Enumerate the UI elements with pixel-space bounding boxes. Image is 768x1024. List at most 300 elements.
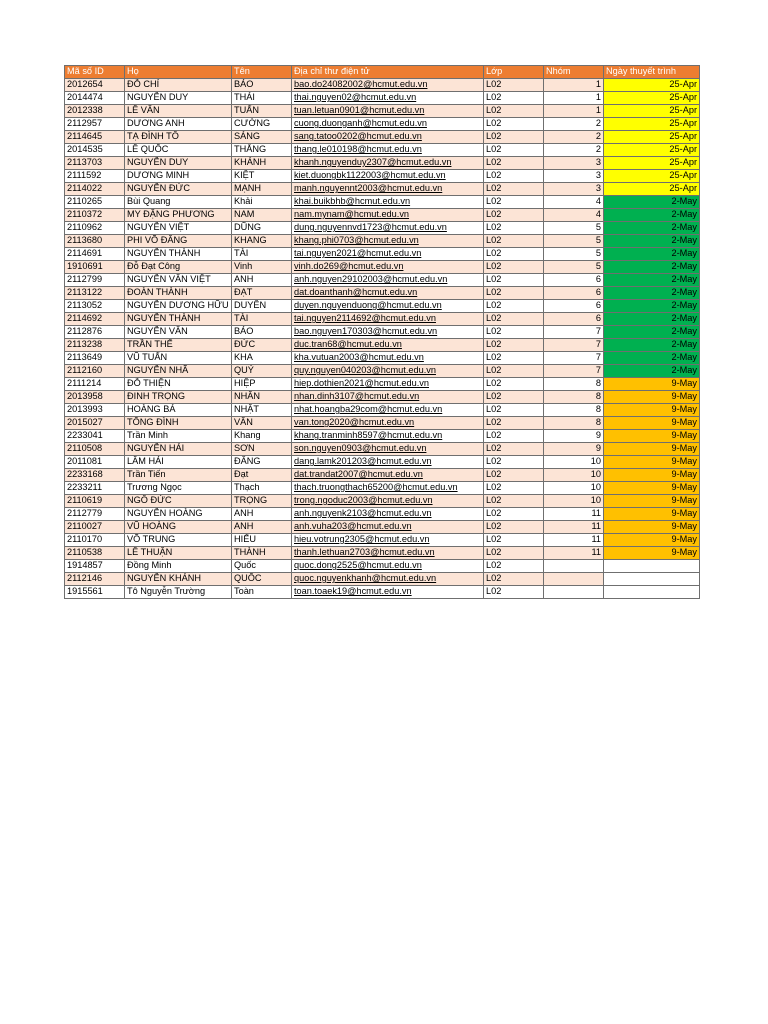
- cell-ten[interactable]: Khải: [232, 196, 292, 209]
- cell-nhom[interactable]: 8: [544, 378, 604, 391]
- cell-ho[interactable]: Bùi Quang: [125, 196, 232, 209]
- cell-lop[interactable]: L02: [484, 170, 544, 183]
- cell-id[interactable]: 2112160: [65, 365, 125, 378]
- cell-email[interactable]: anh.nguyen29102003@hcmut.edu.vn: [292, 274, 484, 287]
- cell-email[interactable]: toan.toaek19@hcmut.edu.vn: [292, 586, 484, 599]
- cell-ten[interactable]: Thạch: [232, 482, 292, 495]
- cell-nhom[interactable]: [544, 573, 604, 586]
- table-row: [65, 300, 700, 313]
- cell-lop[interactable]: L02: [484, 287, 544, 300]
- cell-id[interactable]: 2012338: [65, 105, 125, 118]
- table-row: [65, 183, 700, 196]
- cell-ho[interactable]: ĐỖ CHÍ: [125, 79, 232, 92]
- cell-date[interactable]: 2-May: [604, 209, 700, 222]
- cell-nhom[interactable]: 9: [544, 443, 604, 456]
- header-lop[interactable]: Lớp: [484, 66, 544, 79]
- cell-ho[interactable]: TRẦN THẾ: [125, 339, 232, 352]
- cell-nhom[interactable]: 4: [544, 209, 604, 222]
- cell-nhom[interactable]: 8: [544, 391, 604, 404]
- cell-id[interactable]: 2113703: [65, 157, 125, 170]
- cell-id[interactable]: 2233168: [65, 469, 125, 482]
- cell-id[interactable]: 2014474: [65, 92, 125, 105]
- cell-date[interactable]: [604, 573, 700, 586]
- cell-date[interactable]: 25-Apr: [604, 92, 700, 105]
- cell-email[interactable]: nhat.hoangba29com@hcmut.edu.vn: [292, 404, 484, 417]
- cell-nhom[interactable]: 9: [544, 430, 604, 443]
- cell-date[interactable]: 9-May: [604, 391, 700, 404]
- cell-id[interactable]: 1915561: [65, 586, 125, 599]
- cell-ten[interactable]: KIỆT: [232, 170, 292, 183]
- cell-lop[interactable]: L02: [484, 209, 544, 222]
- cell-email[interactable]: quy.nguyen040203@hcmut.edu.vn: [292, 365, 484, 378]
- cell-ten[interactable]: TRỌNG: [232, 495, 292, 508]
- cell-email[interactable]: tai.nguyen2021@hcmut.edu.vn: [292, 248, 484, 261]
- cell-nhom[interactable]: 2: [544, 131, 604, 144]
- cell-id[interactable]: 2012654: [65, 79, 125, 92]
- header-email[interactable]: Địa chỉ thư điện tử: [292, 66, 484, 79]
- cell-ho[interactable]: NGUYỄN HẢI: [125, 443, 232, 456]
- cell-lop[interactable]: L02: [484, 222, 544, 235]
- cell-nhom[interactable]: 2: [544, 118, 604, 131]
- cell-id[interactable]: 2113680: [65, 235, 125, 248]
- cell-email[interactable]: duc.tran68@hcmut.edu.vn: [292, 339, 484, 352]
- cell-lop[interactable]: L02: [484, 456, 544, 469]
- cell-date[interactable]: [604, 560, 700, 573]
- cell-id[interactable]: 2113052: [65, 300, 125, 313]
- cell-email[interactable]: dung.nguyennvd1723@hcmut.edu.vn: [292, 222, 484, 235]
- cell-date[interactable]: 2-May: [604, 274, 700, 287]
- cell-nhom[interactable]: 11: [544, 521, 604, 534]
- cell-nhom[interactable]: 10: [544, 469, 604, 482]
- cell-lop[interactable]: L02: [484, 560, 544, 573]
- table-row: [65, 157, 700, 170]
- cell-lop[interactable]: L02: [484, 339, 544, 352]
- cell-ten[interactable]: VĂN: [232, 417, 292, 430]
- cell-ho[interactable]: NGUYỄN KHÁNH: [125, 573, 232, 586]
- table-row: [65, 469, 700, 482]
- cell-lop[interactable]: L02: [484, 365, 544, 378]
- cell-ho[interactable]: Đỗ Đạt Công: [125, 261, 232, 274]
- cell-ten[interactable]: CƯỜNG: [232, 118, 292, 131]
- cell-email[interactable]: tuan.letuan0901@hcmut.edu.vn: [292, 105, 484, 118]
- cell-ten[interactable]: Quốc: [232, 560, 292, 573]
- cell-ten[interactable]: Khang: [232, 430, 292, 443]
- cell-nhom[interactable]: 5: [544, 248, 604, 261]
- cell-ho[interactable]: NGUYỄN NHÃ: [125, 365, 232, 378]
- cell-email[interactable]: khanh.nguyenduy2307@hcmut.edu.vn: [292, 157, 484, 170]
- cell-nhom[interactable]: 7: [544, 339, 604, 352]
- cell-lop[interactable]: L02: [484, 183, 544, 196]
- cell-id[interactable]: 2013993: [65, 404, 125, 417]
- table-row: [65, 170, 700, 183]
- cell-nhom[interactable]: [544, 586, 604, 599]
- cell-id[interactable]: 2113238: [65, 339, 125, 352]
- cell-ten[interactable]: HIẾU: [232, 534, 292, 547]
- cell-lop[interactable]: L02: [484, 274, 544, 287]
- cell-nhom[interactable]: 1: [544, 79, 604, 92]
- cell-date[interactable]: 2-May: [604, 313, 700, 326]
- cell-id[interactable]: 2110372: [65, 209, 125, 222]
- cell-email[interactable]: thai.nguyen02@hcmut.edu.vn: [292, 92, 484, 105]
- cell-nhom[interactable]: 8: [544, 417, 604, 430]
- cell-lop[interactable]: L02: [484, 105, 544, 118]
- cell-ten[interactable]: ANH: [232, 508, 292, 521]
- cell-nhom[interactable]: 8: [544, 404, 604, 417]
- cell-ho[interactable]: NGUYỄN THÀNH: [125, 248, 232, 261]
- cell-nhom[interactable]: 11: [544, 534, 604, 547]
- header-date[interactable]: Ngày thuyết trình: [604, 66, 700, 79]
- cell-lop[interactable]: L02: [484, 573, 544, 586]
- cell-lop[interactable]: L02: [484, 417, 544, 430]
- cell-lop[interactable]: L02: [484, 534, 544, 547]
- cell-lop[interactable]: L02: [484, 300, 544, 313]
- cell-lop[interactable]: L02: [484, 235, 544, 248]
- cell-ten[interactable]: NHẬT: [232, 404, 292, 417]
- cell-date[interactable]: 25-Apr: [604, 118, 700, 131]
- cell-email[interactable]: kiet.duongbk1122003@hcmut.edu.vn: [292, 170, 484, 183]
- cell-date[interactable]: 2-May: [604, 248, 700, 261]
- cell-lop[interactable]: L02: [484, 248, 544, 261]
- cell-email[interactable]: vinh.do269@hcmut.edu.vn: [292, 261, 484, 274]
- cell-nhom[interactable]: 7: [544, 365, 604, 378]
- cell-date[interactable]: 25-Apr: [604, 157, 700, 170]
- cell-ho[interactable]: MY ĐẶNG PHƯƠNG: [125, 209, 232, 222]
- cell-email[interactable]: khang.tranminh8597@hcmut.edu.vn: [292, 430, 484, 443]
- cell-email[interactable]: hiep.dothien2021@hcmut.edu.vn: [292, 378, 484, 391]
- cell-ho[interactable]: LÂM HẢI: [125, 456, 232, 469]
- cell-ten[interactable]: TUẤN: [232, 105, 292, 118]
- cell-ten[interactable]: BẢO: [232, 79, 292, 92]
- cell-email[interactable]: sang.tatoo0202@hcmut.edu.vn: [292, 131, 484, 144]
- cell-ten[interactable]: SƠN: [232, 443, 292, 456]
- header-ho[interactable]: Họ: [125, 66, 232, 79]
- header-ten[interactable]: Tên: [232, 66, 292, 79]
- cell-lop[interactable]: L02: [484, 378, 544, 391]
- cell-date[interactable]: 9-May: [604, 508, 700, 521]
- cell-id[interactable]: 2114645: [65, 131, 125, 144]
- cell-date[interactable]: 25-Apr: [604, 144, 700, 157]
- cell-lop[interactable]: L02: [484, 261, 544, 274]
- cell-ho[interactable]: ĐINH TRỌNG: [125, 391, 232, 404]
- cell-id[interactable]: 1914857: [65, 560, 125, 573]
- cell-ho[interactable]: Trương Ngọc: [125, 482, 232, 495]
- cell-ho[interactable]: ĐỖ THIỆN: [125, 378, 232, 391]
- cell-lop[interactable]: L02: [484, 391, 544, 404]
- cell-ho[interactable]: Tô Nguyễn Trường: [125, 586, 232, 599]
- cell-date[interactable]: 2-May: [604, 300, 700, 313]
- cell-nhom[interactable]: 10: [544, 495, 604, 508]
- cell-email[interactable]: thanh.lethuan2703@hcmut.edu.vn: [292, 547, 484, 560]
- table-row: [65, 521, 700, 534]
- cell-id[interactable]: 2111214: [65, 378, 125, 391]
- cell-email[interactable]: anh.vuha203@hcmut.edu.vn: [292, 521, 484, 534]
- cell-nhom[interactable]: 5: [544, 222, 604, 235]
- cell-ho[interactable]: Trần Tiến: [125, 469, 232, 482]
- cell-id[interactable]: 2011081: [65, 456, 125, 469]
- cell-lop[interactable]: L02: [484, 508, 544, 521]
- cell-ho[interactable]: NGUYỄN ĐỨC: [125, 183, 232, 196]
- cell-lop[interactable]: L02: [484, 521, 544, 534]
- table-row: [65, 131, 700, 144]
- cell-ho[interactable]: VÕ TRUNG: [125, 534, 232, 547]
- cell-date[interactable]: 9-May: [604, 547, 700, 560]
- cell-ten[interactable]: NHÂN: [232, 391, 292, 404]
- cell-ten[interactable]: ANH: [232, 521, 292, 534]
- cell-date[interactable]: 9-May: [604, 469, 700, 482]
- cell-ten[interactable]: HIỆP: [232, 378, 292, 391]
- cell-lop[interactable]: L02: [484, 586, 544, 599]
- cell-ten[interactable]: ĐĂNG: [232, 456, 292, 469]
- cell-email[interactable]: dang.lamk201203@hcmut.edu.vn: [292, 456, 484, 469]
- cell-ho[interactable]: TỐNG ĐÌNH: [125, 417, 232, 430]
- cell-ho[interactable]: TẠ ĐÌNH TÔ: [125, 131, 232, 144]
- cell-nhom[interactable]: 4: [544, 196, 604, 209]
- cell-lop[interactable]: L02: [484, 495, 544, 508]
- cell-nhom[interactable]: 1: [544, 92, 604, 105]
- cell-lop[interactable]: L02: [484, 131, 544, 144]
- cell-email[interactable]: nhan.dinh3107@hcmut.edu.vn: [292, 391, 484, 404]
- cell-ho[interactable]: NGUYỄN DƯƠNG HỮU: [125, 300, 232, 313]
- cell-email[interactable]: manh.nguyennt2003@hcmut.edu.vn: [292, 183, 484, 196]
- cell-date[interactable]: 9-May: [604, 482, 700, 495]
- cell-date[interactable]: 25-Apr: [604, 131, 700, 144]
- cell-email[interactable]: anh.nguyenk2103@hcmut.edu.vn: [292, 508, 484, 521]
- cell-lop[interactable]: L02: [484, 482, 544, 495]
- cell-ten[interactable]: ANH: [232, 274, 292, 287]
- cell-ten[interactable]: DUYÊN: [232, 300, 292, 313]
- cell-date[interactable]: 25-Apr: [604, 105, 700, 118]
- cell-lop[interactable]: L02: [484, 144, 544, 157]
- cell-ten[interactable]: KHANG: [232, 235, 292, 248]
- cell-email[interactable]: kha.vutuan2003@hcmut.edu.vn: [292, 352, 484, 365]
- cell-ten[interactable]: ĐỨC: [232, 339, 292, 352]
- table-row: [65, 573, 700, 586]
- cell-ho[interactable]: NGUYỄN VĂN VIỆT: [125, 274, 232, 287]
- cell-ho[interactable]: NGÔ ĐỨC: [125, 495, 232, 508]
- cell-ho[interactable]: Đồng Minh: [125, 560, 232, 573]
- cell-date[interactable]: 2-May: [604, 287, 700, 300]
- cell-ho[interactable]: LÊ QUỐC: [125, 144, 232, 157]
- cell-nhom[interactable]: 6: [544, 300, 604, 313]
- cell-date[interactable]: 25-Apr: [604, 183, 700, 196]
- cell-email[interactable]: duyen.nguyenduong@hcmut.edu.vn: [292, 300, 484, 313]
- cell-ho[interactable]: NGUYỄN DUY: [125, 157, 232, 170]
- table-row: [65, 118, 700, 131]
- cell-id[interactable]: 2114691: [65, 248, 125, 261]
- cell-id[interactable]: 2110619: [65, 495, 125, 508]
- cell-email[interactable]: cuong.duonganh@hcmut.edu.vn: [292, 118, 484, 131]
- cell-id[interactable]: 1910691: [65, 261, 125, 274]
- cell-date[interactable]: 2-May: [604, 196, 700, 209]
- cell-lop[interactable]: L02: [484, 352, 544, 365]
- cell-email[interactable]: thang.le010198@hcmut.edu.vn: [292, 144, 484, 157]
- cell-email[interactable]: khang.phi0703@hcmut.edu.vn: [292, 235, 484, 248]
- cell-ho[interactable]: NGUYỄN VĂN: [125, 326, 232, 339]
- cell-ten[interactable]: THÁI: [232, 92, 292, 105]
- cell-id[interactable]: 2114692: [65, 313, 125, 326]
- table-row: [65, 482, 700, 495]
- cell-lop[interactable]: L02: [484, 430, 544, 443]
- cell-ten[interactable]: MẠNH: [232, 183, 292, 196]
- cell-lop[interactable]: L02: [484, 79, 544, 92]
- cell-id[interactable]: 2015027: [65, 417, 125, 430]
- cell-ten[interactable]: Đạt: [232, 469, 292, 482]
- cell-id[interactable]: 2110170: [65, 534, 125, 547]
- cell-ten[interactable]: TÀI: [232, 313, 292, 326]
- cell-id[interactable]: 2110508: [65, 443, 125, 456]
- cell-nhom[interactable]: 7: [544, 352, 604, 365]
- cell-ho[interactable]: NGUYỄN DUY: [125, 92, 232, 105]
- cell-ten[interactable]: Vinh: [232, 261, 292, 274]
- cell-ho[interactable]: LÊ VĂN: [125, 105, 232, 118]
- cell-lop[interactable]: L02: [484, 443, 544, 456]
- cell-email[interactable]: quoc.dong2525@hcmut.edu.vn: [292, 560, 484, 573]
- cell-ten[interactable]: Toàn: [232, 586, 292, 599]
- table-row: [65, 547, 700, 560]
- cell-date[interactable]: 9-May: [604, 456, 700, 469]
- cell-ten[interactable]: QUỐC: [232, 573, 292, 586]
- cell-nhom[interactable]: 3: [544, 183, 604, 196]
- cell-date[interactable]: 9-May: [604, 534, 700, 547]
- cell-date[interactable]: 25-Apr: [604, 79, 700, 92]
- cell-ho[interactable]: HOÀNG BÁ: [125, 404, 232, 417]
- cell-ten[interactable]: TÀI: [232, 248, 292, 261]
- cell-email[interactable]: thach.truongthach65200@hcmut.edu.vn: [292, 482, 484, 495]
- cell-id[interactable]: 2110962: [65, 222, 125, 235]
- cell-ho[interactable]: LÊ THUẬN: [125, 547, 232, 560]
- cell-lop[interactable]: L02: [484, 326, 544, 339]
- cell-id[interactable]: 2110265: [65, 196, 125, 209]
- cell-date[interactable]: 25-Apr: [604, 170, 700, 183]
- cell-ho[interactable]: Trần Minh: [125, 430, 232, 443]
- cell-ho[interactable]: NGUYỄN HOÀNG: [125, 508, 232, 521]
- cell-ho[interactable]: DƯƠNG ANH: [125, 118, 232, 131]
- cell-email[interactable]: tai.nguyen2114692@hcmut.edu.vn: [292, 313, 484, 326]
- cell-nhom[interactable]: [544, 560, 604, 573]
- table-row: [65, 430, 700, 443]
- cell-ten[interactable]: BẢO: [232, 326, 292, 339]
- cell-nhom[interactable]: 1: [544, 105, 604, 118]
- cell-nhom[interactable]: 11: [544, 508, 604, 521]
- cell-lop[interactable]: L02: [484, 157, 544, 170]
- cell-email[interactable]: trong.ngoduc2003@hcmut.edu.vn: [292, 495, 484, 508]
- cell-date[interactable]: 2-May: [604, 352, 700, 365]
- cell-id[interactable]: 2233211: [65, 482, 125, 495]
- cell-id[interactable]: 2110538: [65, 547, 125, 560]
- cell-ten[interactable]: KHÁNH: [232, 157, 292, 170]
- cell-ho[interactable]: NGUYỄN THÀNH: [125, 313, 232, 326]
- table-row: [65, 144, 700, 157]
- cell-id[interactable]: 2112146: [65, 573, 125, 586]
- cell-email[interactable]: quoc.nguyenkhanh@hcmut.edu.vn: [292, 573, 484, 586]
- cell-id[interactable]: 2110027: [65, 521, 125, 534]
- cell-ho[interactable]: VŨ HOÀNG: [125, 521, 232, 534]
- cell-email[interactable]: khai.buikbhb@hcmut.edu.vn: [292, 196, 484, 209]
- cell-lop[interactable]: L02: [484, 404, 544, 417]
- cell-date[interactable]: 9-May: [604, 378, 700, 391]
- cell-email[interactable]: dat.doanthanh@hcmut.edu.vn: [292, 287, 484, 300]
- cell-id[interactable]: 2014535: [65, 144, 125, 157]
- cell-date[interactable]: [604, 586, 700, 599]
- cell-ten[interactable]: KHA: [232, 352, 292, 365]
- cell-id[interactable]: 2112779: [65, 508, 125, 521]
- cell-email[interactable]: hieu.votrung2305@hcmut.edu.vn: [292, 534, 484, 547]
- cell-nhom[interactable]: 10: [544, 482, 604, 495]
- cell-date[interactable]: 9-May: [604, 443, 700, 456]
- cell-date[interactable]: 9-May: [604, 430, 700, 443]
- cell-nhom[interactable]: 10: [544, 456, 604, 469]
- cell-id[interactable]: 2112799: [65, 274, 125, 287]
- cell-date[interactable]: 9-May: [604, 521, 700, 534]
- cell-lop[interactable]: L02: [484, 196, 544, 209]
- cell-id[interactable]: 2233041: [65, 430, 125, 443]
- cell-nhom[interactable]: 5: [544, 235, 604, 248]
- cell-ho[interactable]: NGUYỄN VIỆT: [125, 222, 232, 235]
- cell-nhom[interactable]: 6: [544, 313, 604, 326]
- cell-date[interactable]: 2-May: [604, 326, 700, 339]
- cell-nhom[interactable]: 2: [544, 144, 604, 157]
- cell-date[interactable]: 2-May: [604, 235, 700, 248]
- cell-id[interactable]: 2113649: [65, 352, 125, 365]
- cell-nhom[interactable]: 11: [544, 547, 604, 560]
- cell-date[interactable]: 9-May: [604, 404, 700, 417]
- cell-lop[interactable]: L02: [484, 92, 544, 105]
- cell-ten[interactable]: DŨNG: [232, 222, 292, 235]
- cell-id[interactable]: 2113122: [65, 287, 125, 300]
- cell-lop[interactable]: L02: [484, 313, 544, 326]
- cell-email[interactable]: nam.mynam@hcmut.edu.vn: [292, 209, 484, 222]
- cell-id[interactable]: 2111592: [65, 170, 125, 183]
- cell-ho[interactable]: ĐOÀN THÀNH: [125, 287, 232, 300]
- cell-ten[interactable]: THÀNH: [232, 547, 292, 560]
- cell-date[interactable]: 2-May: [604, 222, 700, 235]
- cell-nhom[interactable]: 6: [544, 287, 604, 300]
- cell-lop[interactable]: L02: [484, 469, 544, 482]
- cell-email[interactable]: van.tong2020@hcmut.edu.vn: [292, 417, 484, 430]
- cell-id[interactable]: 2114022: [65, 183, 125, 196]
- cell-id[interactable]: 2013958: [65, 391, 125, 404]
- cell-ten[interactable]: NAM: [232, 209, 292, 222]
- cell-ten[interactable]: QUÝ: [232, 365, 292, 378]
- cell-ten[interactable]: SÁNG: [232, 131, 292, 144]
- cell-ten[interactable]: THẮNG: [232, 144, 292, 157]
- cell-lop[interactable]: L02: [484, 118, 544, 131]
- cell-id[interactable]: 2112876: [65, 326, 125, 339]
- cell-date[interactable]: 2-May: [604, 261, 700, 274]
- cell-ho[interactable]: DƯƠNG MINH: [125, 170, 232, 183]
- cell-email[interactable]: bao.nguyen170303@hcmut.edu.vn: [292, 326, 484, 339]
- cell-nhom[interactable]: 7: [544, 326, 604, 339]
- cell-email[interactable]: son.nguyen0903@hcmut.edu.vn: [292, 443, 484, 456]
- cell-nhom[interactable]: 6: [544, 274, 604, 287]
- cell-ten[interactable]: ĐẠT: [232, 287, 292, 300]
- cell-nhom[interactable]: 3: [544, 170, 604, 183]
- header-id[interactable]: Mã số ID: [65, 66, 125, 79]
- cell-date[interactable]: 2-May: [604, 339, 700, 352]
- cell-date[interactable]: 2-May: [604, 365, 700, 378]
- cell-lop[interactable]: L02: [484, 547, 544, 560]
- cell-nhom[interactable]: 3: [544, 157, 604, 170]
- header-nhom[interactable]: Nhóm: [544, 66, 604, 79]
- cell-ho[interactable]: PHI VÕ ĐĂNG: [125, 235, 232, 248]
- cell-email[interactable]: bao.do24082002@hcmut.edu.vn: [292, 79, 484, 92]
- cell-nhom[interactable]: 5: [544, 261, 604, 274]
- cell-date[interactable]: 9-May: [604, 417, 700, 430]
- cell-id[interactable]: 2112957: [65, 118, 125, 131]
- cell-email[interactable]: dat.trandat2007@hcmut.edu.vn: [292, 469, 484, 482]
- cell-ho[interactable]: VŨ TUẤN: [125, 352, 232, 365]
- cell-date[interactable]: 9-May: [604, 495, 700, 508]
